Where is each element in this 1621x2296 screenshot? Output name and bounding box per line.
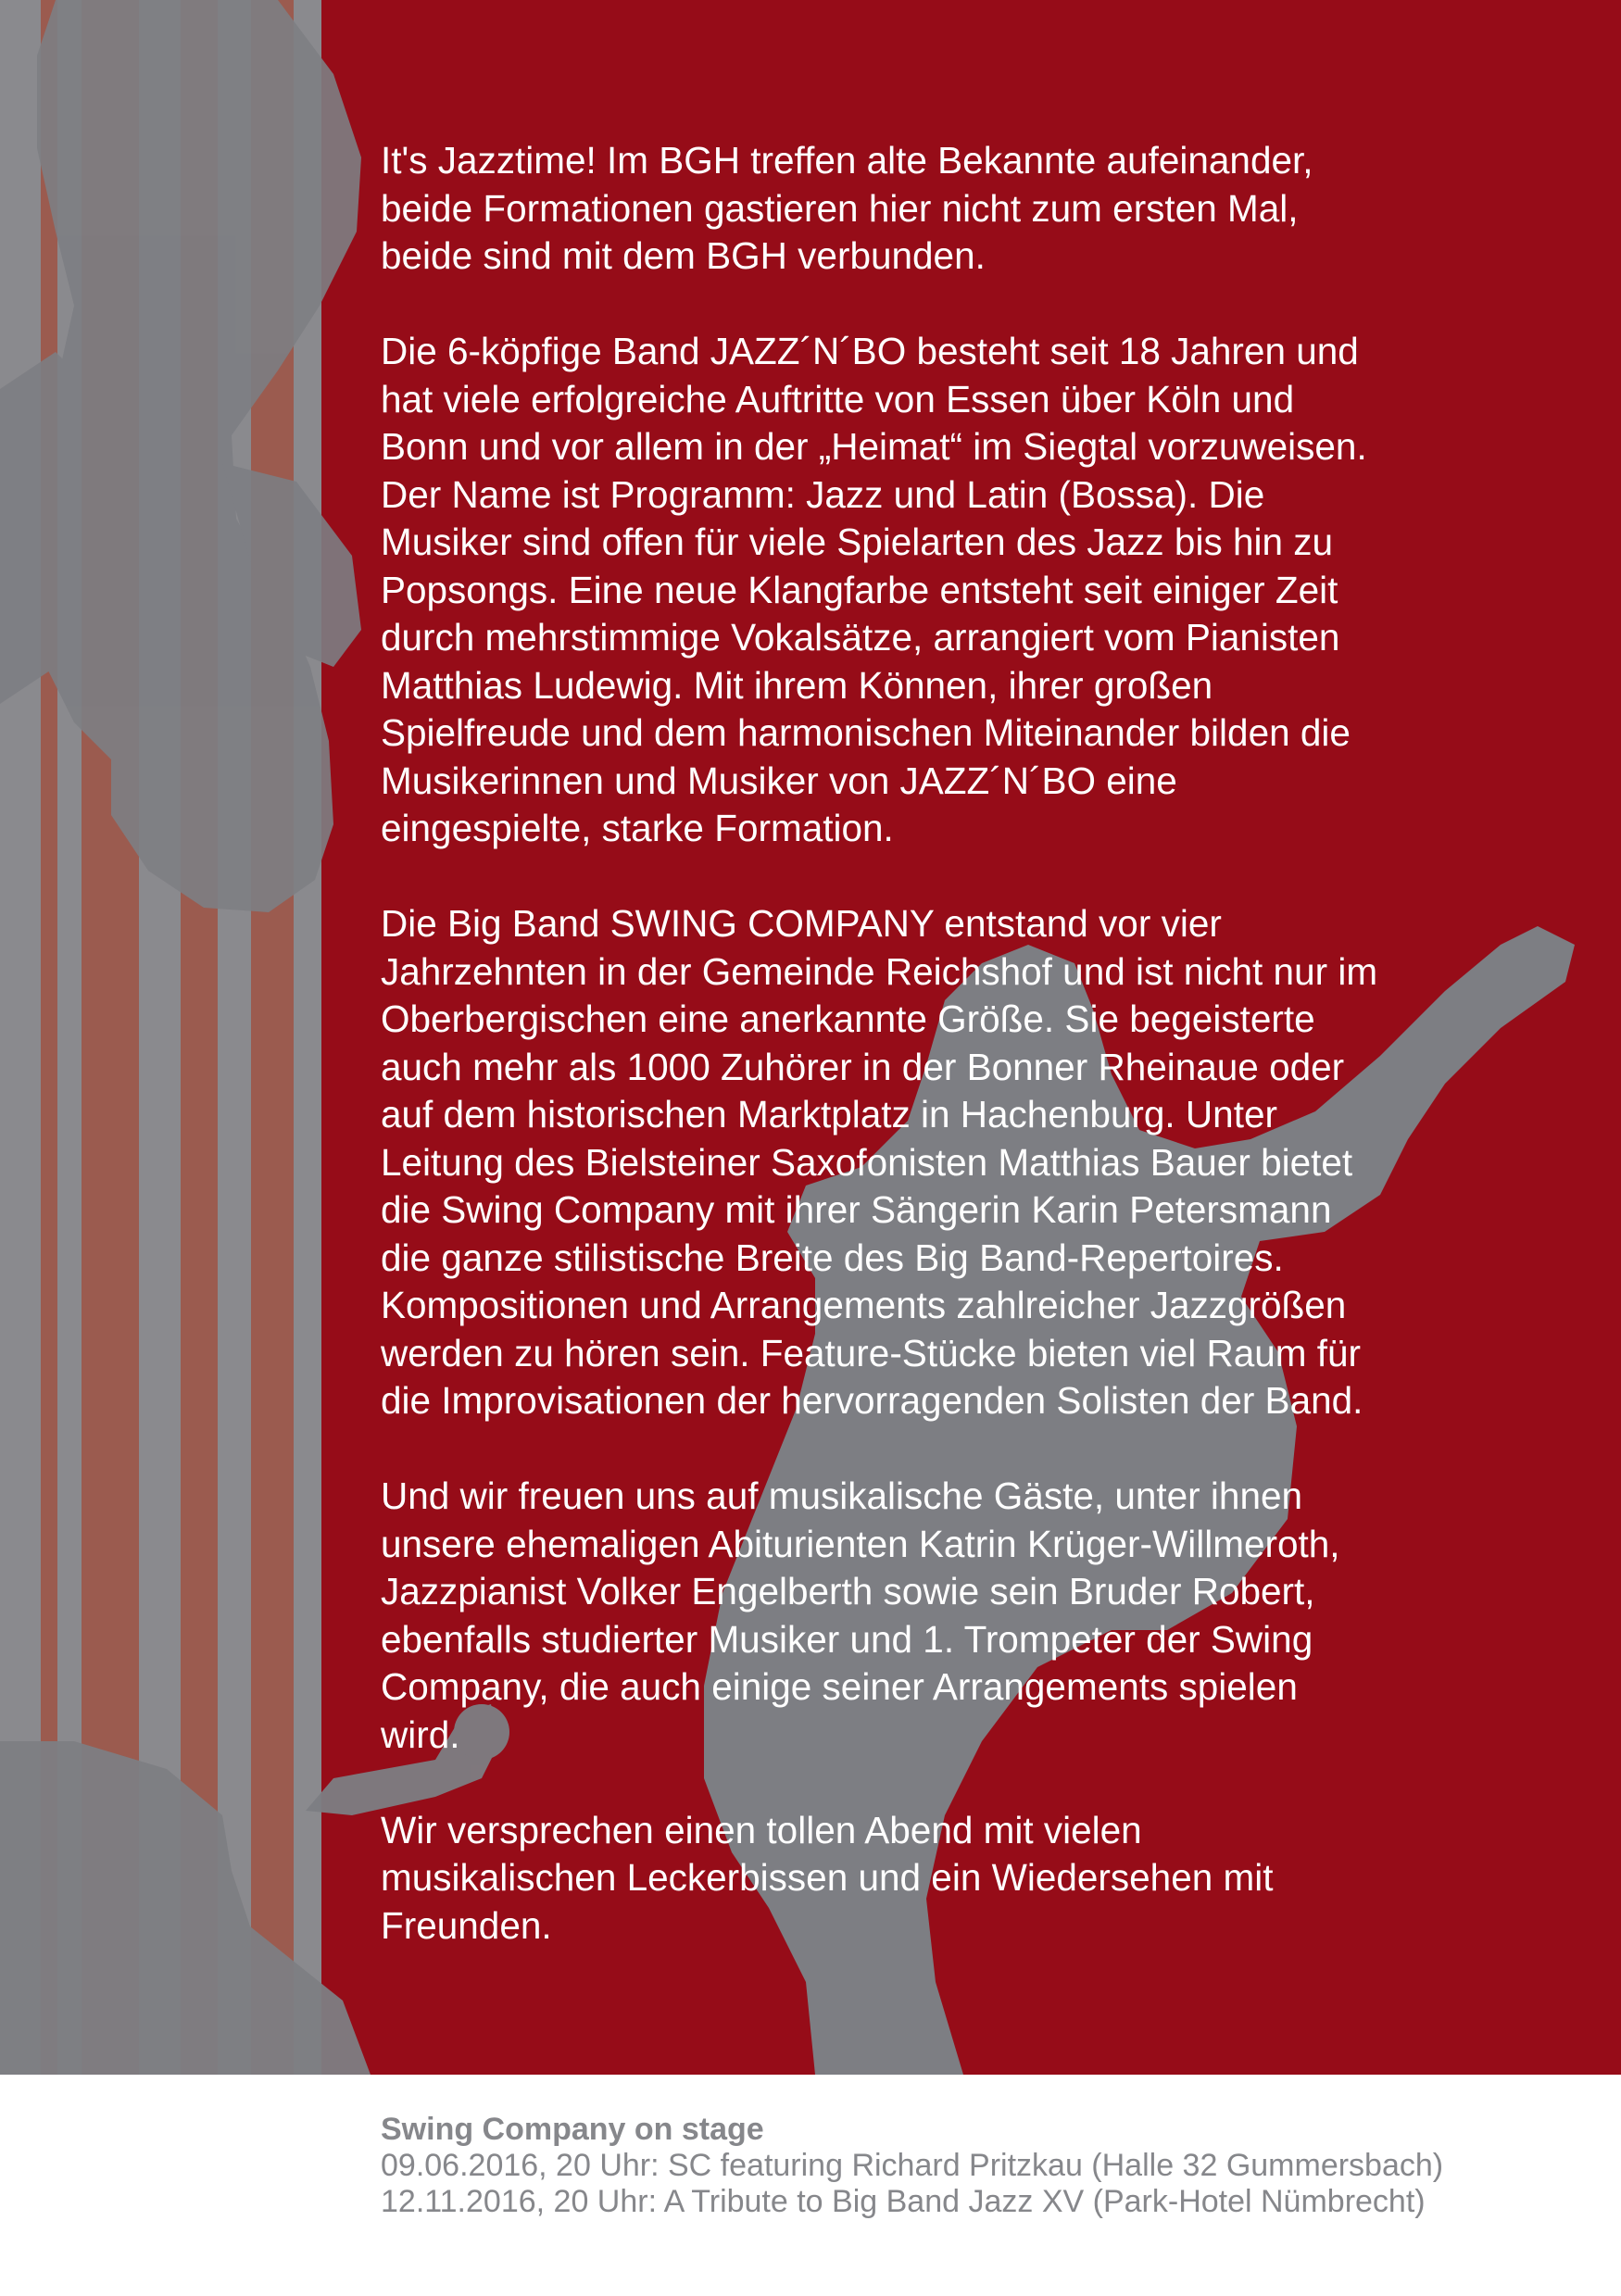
event-date-line: 12.11.2016, 20 Uhr: A Tribute to Big Band Jazz XV (Park-Hotel Nümbrecht) [381,2184,1426,2219]
text-line: die ganze stilistische Breite des Big Band-Repertoires. [381,1236,1284,1279]
text-line: beide Formationen gastieren hier nicht zum ersten Mal, [381,186,1299,230]
text-line: Die 6-köpfige Band JAZZ´N´BO besteht seit 18 Jahren und [381,330,1359,372]
text-line: wird. [381,1713,460,1756]
text-line: Jahrzehnten in der Gemeinde Reichshof und ist nicht nur im [381,949,1378,993]
body-paragraph [381,328,1566,853]
footer [0,2075,1621,2296]
text-line: unsere ehemaligen Abiturienten Katrin Krüger-Willmeroth, [381,1522,1340,1565]
text-line: Jazzpianist Volker Engelberth sowie sein Bruder Robert, [381,1570,1315,1612]
text-line: Bonn und vor allem in der „Heimat“ im Siegtal vorzuweisen. [381,425,1367,468]
text-line: Wir versprechen einen tollen Abend mit vielen [381,1808,1142,1851]
text-line: Kompositionen und Arrangements zahlreicher Jazzgrößen [381,1284,1347,1326]
text-line: auf dem historischen Marktplatz in Hachenburg. Unter [381,1093,1277,1135]
event-dates [381,2112,1443,2220]
text-line: Matthias Ludewig. Mit ihrem Können, ihrer großen [381,663,1213,707]
body-text [381,137,1566,1998]
text-line: auch mehr als 1000 Zuhörer in der Bonner Rheinaue oder [381,1045,1345,1088]
footer-title: Swing Company on stage [381,2112,764,2147]
text-line: Company, die auch einige seiner Arrangements spielen [381,1665,1298,1708]
text-line: die Swing Company mit ihrer Sängerin Karin Petersmann [381,1188,1332,1231]
text-line: Die Big Band SWING COMPANY entstand vor vier [381,902,1222,945]
text-line: Musikerinnen und Musiker von JAZZ´N´BO eine [381,759,1177,802]
text-line: musikalischen Leckerbissen und ein Wiedersehen mit [381,1856,1274,1899]
text-line: durch mehrstimmige Vokalsätze, arrangiert vom Pianisten [381,616,1340,659]
event-date-line: 09.06.2016, 20 Uhr: SC featuring Richard Pritzkau (Halle 32 Gummersbach) [381,2148,1444,2183]
text-line: Oberbergischen eine anerkannte Größe. Sie begeisterte [381,997,1315,1040]
body-paragraph [381,137,1566,281]
text-line: Leitung des Bielsteiner Saxofonisten Matthias Bauer bietet [381,1140,1353,1184]
text-line: Popsongs. Eine neue Klangfarbe entsteht seit einiger Zeit [381,568,1338,611]
body-paragraph [381,900,1566,1425]
text-line: die Improvisationen der hervorragenden Solisten der Band. [381,1379,1363,1422]
text-line: beide sind mit dem BGH verbunden. [381,234,986,277]
text-line: Und wir freuen uns auf musikalische Gäste, unter ihnen [381,1474,1303,1517]
text-line: hat viele erfolgreiche Auftritte von Essen über Köln und [381,377,1295,420]
body-paragraph [381,1473,1566,1759]
text-line: It's Jazztime! Im BGH treffen alte Bekannte aufeinander, [381,139,1313,182]
text-line: ebenfalls studierter Musiker und 1. Trompeter der Swing [381,1617,1313,1661]
text-line: Der Name ist Programm: Jazz und Latin (Bossa). Die [381,472,1265,516]
text-line: Freunden. [381,1903,552,1947]
body-paragraph [381,1807,1566,1951]
text-line: Spielfreude und dem harmonischen Miteinander bilden die [381,711,1351,754]
text-line: eingespielte, starke Formation. [381,807,894,849]
text-line: Musiker sind offen für viele Spielarten des Jazz bis hin zu [381,521,1334,563]
text-line: werden zu hören sein. Feature-Stücke bieten viel Raum für [381,1331,1362,1374]
